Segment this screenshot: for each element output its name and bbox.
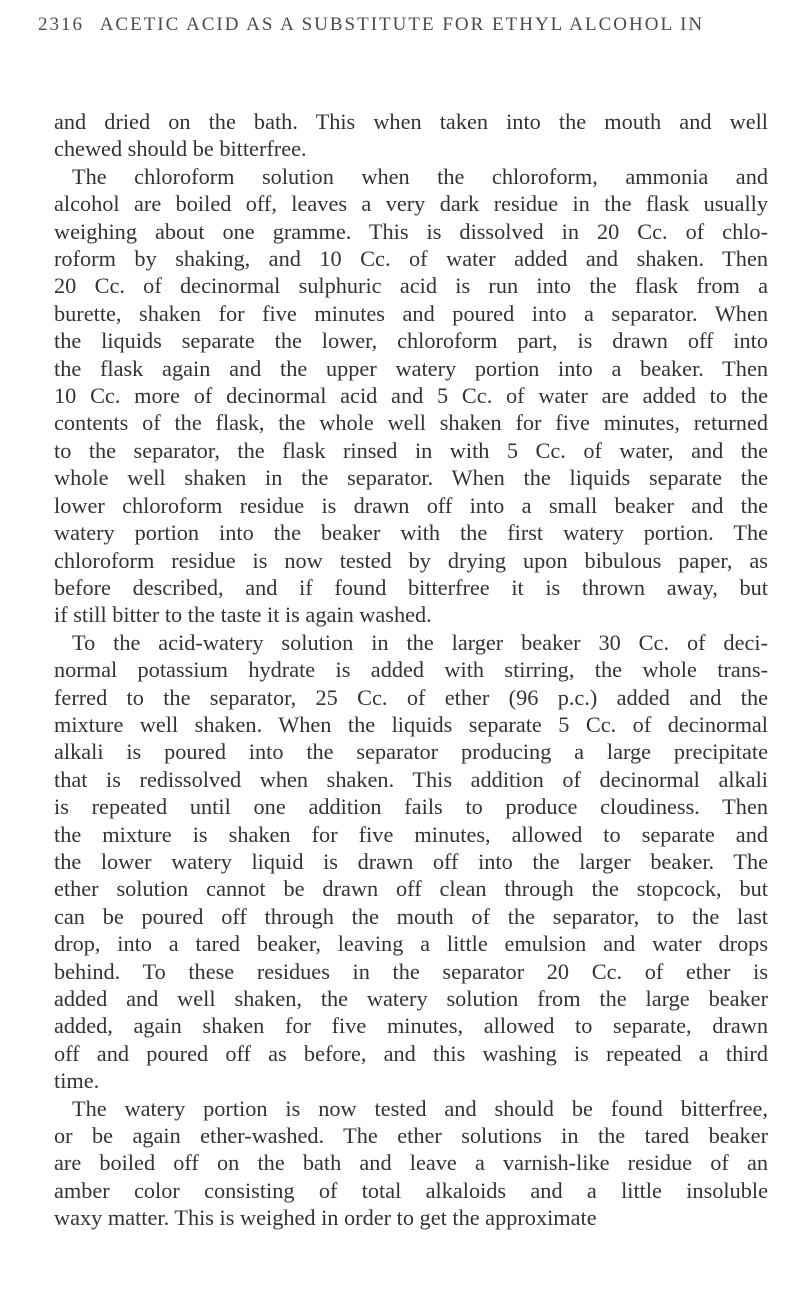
paragraph	[54, 163, 768, 629]
text-line: and dried on the bath. This when taken into the mouth and well	[54, 109, 768, 134]
text-line: is repeated until one addition fails to produce cloudiness. Then	[54, 794, 768, 820]
text-line: 10 Cc. more of decinormal acid and 5 Cc. of water are added to the	[54, 383, 768, 409]
text-line: can be poured off through the mouth of the separator, to the last	[54, 903, 768, 929]
running-title: ACETIC ACID AS A SUBSTITUTE FOR ETHYL ALCOHOL IN	[99, 14, 705, 35]
text-line: whole well shaken in the separator. When the liquids separate the	[54, 465, 768, 491]
text-line: alcohol are boiled off, leaves a very dark residue in the flask usually	[54, 191, 768, 217]
text-line: behind. To these residues in the separator 20 Cc. of ether is	[54, 958, 768, 984]
text-line: to the separator, the flask rinsed in with 5 Cc. of water, and the	[54, 437, 768, 463]
text-line: chewed should be bitterfree.	[54, 136, 307, 162]
text-line: the liquids separate the lower, chloroform part, is drawn off into	[54, 328, 768, 354]
text-line: watery portion into the beaker with the first watery portion. The	[54, 520, 768, 546]
text-line: lower chloroform residue is drawn off into a small beaker and the	[54, 492, 768, 518]
text-line: chloroform residue is now tested by drying upon bibulous paper, as	[54, 547, 768, 573]
text-line: the lower watery liquid is drawn off into the larger beaker. The	[54, 848, 768, 874]
text-line: time.	[54, 1068, 100, 1094]
text-line: drop, into a tared beaker, leaving a little emulsion and water drops	[54, 931, 768, 957]
text-line: mixture well shaken. When the liquids separate 5 Cc. of decinormal	[54, 711, 768, 737]
text-line: The watery portion is now tested and should be found bitterfree,	[72, 1095, 768, 1121]
text-line: waxy matter. This is weighed in order to get the approximate	[54, 1205, 597, 1231]
text-line: added, again shaken for five minutes, allowed to separate, drawn	[54, 1013, 768, 1039]
text-line: added and well shaken, the watery solution from the large beaker	[54, 986, 768, 1011]
text-line: ether solution cannot be drawn off clean through the stopcock, but	[54, 876, 768, 902]
running-head	[38, 14, 778, 36]
text-line: contents of the flask, the whole well shaken for five minutes, returned	[54, 410, 768, 436]
text-line: 20 Cc. of decinormal sulphuric acid is run into the flask from a	[54, 273, 768, 299]
body-text	[54, 108, 768, 1232]
text-line: ferred to the separator, 25 Cc. of ether (96 p.c.) added and the	[54, 684, 768, 710]
text-line: off and poured off as before, and this washing is repeated a third	[54, 1040, 768, 1066]
text-line: burette, shaken for five minutes and poured into a separator. When	[54, 300, 768, 326]
text-line: The chloroform solution when the chloroform, ammonia and	[72, 163, 768, 189]
paragraph	[54, 108, 768, 163]
text-line: or be again ether-washed. The ether solutions in the tared beaker	[54, 1123, 768, 1149]
paragraph	[54, 1095, 768, 1232]
text-line: the flask again and the upper watery portion into a beaker. Then	[54, 355, 768, 381]
text-line: before described, and if found bitterfree it is thrown away, but	[54, 574, 768, 600]
text-line: if still bitter to the taste it is again washed.	[54, 602, 432, 628]
text-line: normal potassium hydrate is added with stirring, the whole trans-	[54, 657, 768, 683]
text-line: roform by shaking, and 10 Cc. of water added and shaken. Then	[54, 246, 768, 272]
paragraph	[54, 629, 768, 1095]
text-line: alkali is poured into the separator producing a large precipitate	[54, 739, 768, 765]
text-line: amber color consisting of total alkaloids and a little insoluble	[54, 1177, 768, 1203]
text-line: To the acid-watery solution in the larger beaker 30 Cc. of deci-	[72, 629, 768, 655]
text-line: the mixture is shaken for five minutes, allowed to separate and	[54, 821, 768, 847]
page-number: 2316	[38, 14, 84, 35]
text-line: weighing about one gramme. This is dissolved in 20 Cc. of chlo-	[54, 218, 768, 244]
text-line: that is redissolved when shaken. This addition of decinormal alkali	[54, 766, 768, 792]
text-line: are boiled off on the bath and leave a varnish-like residue of an	[54, 1150, 768, 1176]
